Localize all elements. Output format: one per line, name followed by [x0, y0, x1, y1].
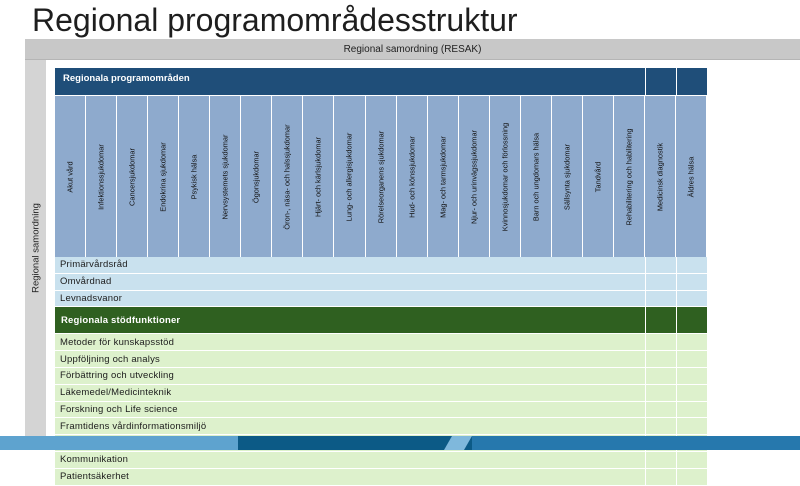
- program-area-column: [459, 96, 490, 257]
- program-area-label: Cancersjukdomar: [127, 147, 137, 206]
- row-extension-cell: [676, 351, 707, 367]
- row-extension-cell: [645, 368, 676, 384]
- regional-coordination-side-label: Regional samordning: [30, 203, 41, 293]
- program-area-column: [583, 96, 614, 257]
- program-area-column: [210, 96, 241, 257]
- row-extension-cell: [676, 418, 707, 434]
- council-row: Omvårdnad: [55, 274, 645, 291]
- program-area-label: Ögonsjukdomar: [251, 150, 261, 203]
- row-extension-cell: [676, 469, 707, 485]
- row-extension-cell: [676, 274, 707, 290]
- program-area-column: [397, 96, 428, 257]
- row-extension-cell: [645, 291, 676, 307]
- program-area-column: [676, 96, 707, 257]
- page-title: Regional programområdesstruktur: [32, 2, 518, 38]
- row-extension-cell: [645, 351, 676, 367]
- support-function-row: Förbättring och utveckling: [55, 368, 645, 385]
- program-area-label: Tandvård: [593, 161, 603, 192]
- support-function-row: Patientsäkerhet: [55, 469, 645, 486]
- program-area-label: Akut vård: [65, 160, 75, 193]
- council-row: Primärvårdsråd: [55, 257, 645, 274]
- support-functions-header: Regionala stödfunktioner: [55, 307, 645, 334]
- footer-segment: [472, 436, 800, 450]
- row-extension-cell: [645, 402, 676, 418]
- program-area-column: [179, 96, 210, 257]
- program-area-column: [86, 96, 117, 257]
- row-extension-cell: [645, 418, 676, 434]
- program-area-label: Lung- och allergisjukdomar: [344, 132, 354, 221]
- program-area-column: [272, 96, 303, 257]
- row-extension-cell: [676, 257, 707, 273]
- row-extension-cell: [645, 257, 676, 273]
- program-area-label: Mag- och tarmsjukdomar: [438, 135, 448, 218]
- program-area-label: Äldres hälsa: [686, 156, 696, 197]
- support-function-row: Kommunikation: [55, 452, 645, 469]
- regional-coordination-band: [25, 39, 800, 60]
- program-area-column: [117, 96, 148, 257]
- regional-coordination-side-band: [25, 60, 46, 436]
- program-area-label: Barn och ungdomars hälsa: [531, 132, 541, 221]
- row-extension-cell: [676, 385, 707, 401]
- program-area-label: Kvinnosjukdomar och förlossning: [500, 122, 510, 231]
- program-area-column: [334, 96, 365, 257]
- program-area-column: [241, 96, 272, 257]
- program-area-column: [645, 96, 676, 257]
- row-extension-cell: [676, 291, 707, 307]
- program-area-column: [552, 96, 583, 257]
- footer-decoration-band: [0, 436, 800, 450]
- row-extension-cell: [645, 469, 676, 485]
- program-area-column: [366, 96, 397, 257]
- footer-segment: [444, 436, 472, 450]
- program-area-label: Nervsystemets sjukdomar: [220, 134, 230, 220]
- program-area-label: Rehabilitering och habilitering: [624, 128, 634, 225]
- footer-segment: [0, 436, 238, 450]
- support-function-row: Läkemedel/Medicinteknik: [55, 385, 645, 402]
- program-area-column: [614, 96, 645, 257]
- regional-coordination-label: Regional samordning (RESAK): [343, 43, 482, 55]
- program-area-column: [428, 96, 459, 257]
- program-area-column: [55, 96, 86, 257]
- row-extension-cell: [645, 274, 676, 290]
- program-area-column: [490, 96, 521, 257]
- support-function-row: Uppföljning och analys: [55, 351, 645, 368]
- row-extension-cell: [676, 68, 707, 95]
- council-row: Levnadsvanor: [55, 291, 645, 308]
- program-area-label: Medicinsk diagnostik: [655, 142, 665, 211]
- support-function-row: Forskning och Life science: [55, 402, 645, 419]
- program-area-label: Hjärt- och kärlsjukdomar: [313, 136, 323, 217]
- program-area-label: Rörelseorganens sjukdomar: [376, 130, 386, 223]
- support-function-row: Framtidens vårdinformationsmiljö: [55, 418, 645, 435]
- row-extension-cell: [676, 452, 707, 468]
- program-area-label: Infektionssjukdomar: [96, 143, 106, 210]
- row-extension-cell: [645, 68, 676, 95]
- program-area-column: [521, 96, 552, 257]
- program-area-column: [303, 96, 334, 257]
- program-area-column: [148, 96, 179, 257]
- row-extension-cell: [676, 402, 707, 418]
- program-area-label: Hud- och könssjukdomar: [407, 135, 417, 218]
- program-areas-header: Regionala programområden: [55, 68, 645, 95]
- program-area-label: Sällsynta sjukdomar: [562, 143, 572, 210]
- program-area-label: Öron-, näsa- och halssjukdomar: [282, 123, 292, 230]
- program-area-label: Endokrina sjukdomar: [158, 141, 168, 212]
- row-extension-cell: [676, 334, 707, 350]
- row-extension-cell: [676, 307, 707, 333]
- support-function-row: Metoder för kunskapsstöd: [55, 334, 645, 351]
- row-extension-cell: [645, 334, 676, 350]
- row-extension-cell: [645, 452, 676, 468]
- row-extension-cell: [676, 368, 707, 384]
- row-extension-cell: [645, 307, 676, 333]
- row-extension-cell: [645, 385, 676, 401]
- program-area-label: Psykisk hälsa: [189, 154, 199, 199]
- program-area-label: Njur- och urinvägssjukdomar: [469, 129, 479, 224]
